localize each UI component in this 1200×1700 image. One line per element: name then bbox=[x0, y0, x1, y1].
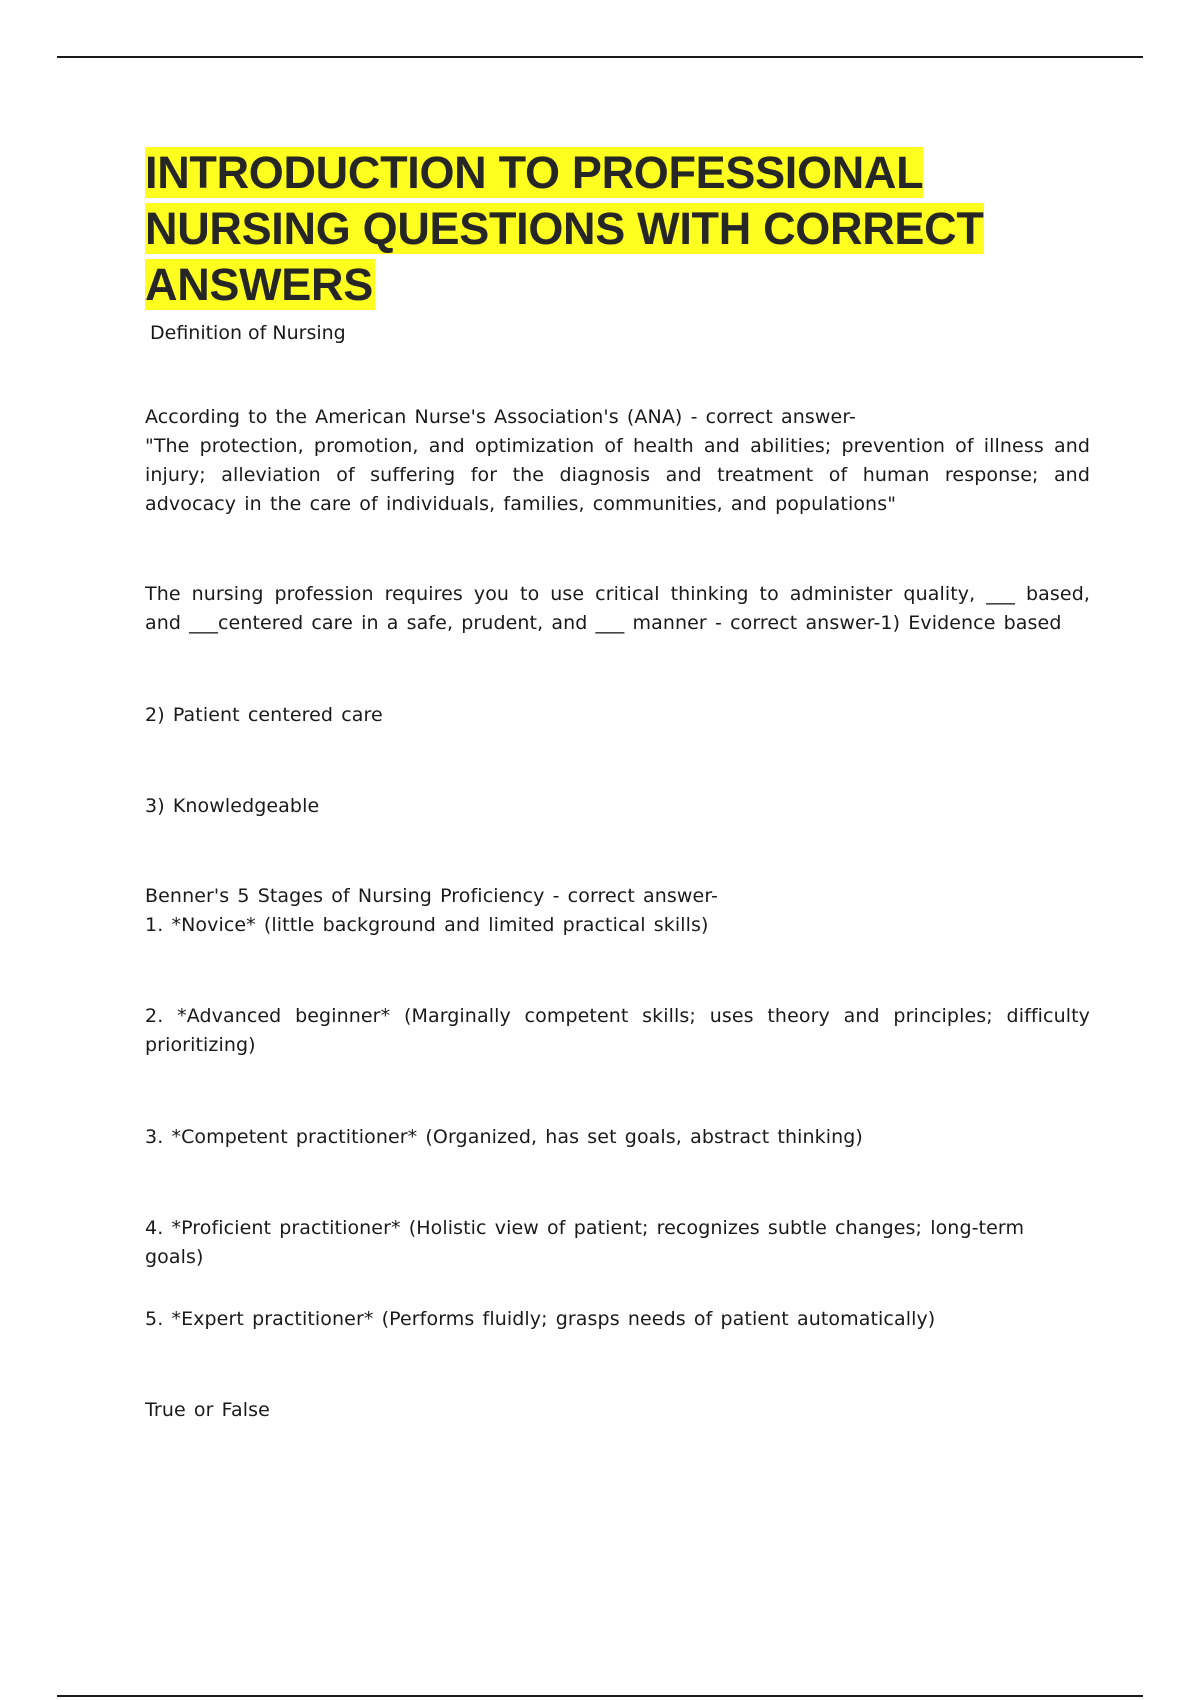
paragraph-true-false: True or False bbox=[145, 1399, 270, 1421]
paragraph-stage-4: 4. *Proficient practitioner* (Holistic view of patient; recognizes subtle changes; long-term goals) bbox=[145, 1217, 1025, 1268]
document-title bbox=[145, 145, 1090, 313]
paragraph-benner-question: Benner's 5 Stages of Nursing Proficiency - correct answer- bbox=[145, 885, 719, 907]
paragraph-ana-answer: "The protection, promotion, and optimization of health and abilities; prevention of illness and injury; alleviation of suffering for the diagnosis and treatment of human response; and advocacy in the care of individuals, families, communities, and populations" bbox=[145, 435, 1090, 515]
paragraph-stage-2: 2. *Advanced beginner* (Marginally competent skills; uses theory and principles; difficulty prioritizing) bbox=[145, 1005, 1090, 1056]
paragraph-answer-3: 3) Knowledgeable bbox=[145, 795, 320, 817]
bottom-rule bbox=[57, 1695, 1143, 1697]
title-highlight: INTRODUCTION TO PROFESSIONAL NURSING QUESTIONS WITH CORRECT ANSWERS bbox=[145, 147, 984, 310]
paragraph-answer-2: 2) Patient centered care bbox=[145, 704, 383, 726]
paragraph-stage-5: 5. *Expert practitioner* (Performs fluidly; grasps needs of patient automatically) bbox=[145, 1308, 936, 1330]
paragraph-ana-question: According to the American Nurse's Association's (ANA) - correct answer- bbox=[145, 406, 856, 428]
paragraph-stage-3: 3. *Competent practitioner* (Organized, has set goals, abstract thinking) bbox=[145, 1126, 863, 1148]
paragraph-stage-1: 1. *Novice* (little background and limited practical skills) bbox=[145, 914, 709, 936]
document-body bbox=[145, 145, 1090, 347]
top-rule bbox=[57, 56, 1143, 58]
paragraph-profession-question: The nursing profession requires you to use critical thinking to administer quality, ___ based, and ___centered care in a safe, prudent, and ___ manner - correct answer-1) Evidence based bbox=[145, 583, 1090, 634]
document-subtitle: Definition of Nursing bbox=[150, 322, 346, 344]
